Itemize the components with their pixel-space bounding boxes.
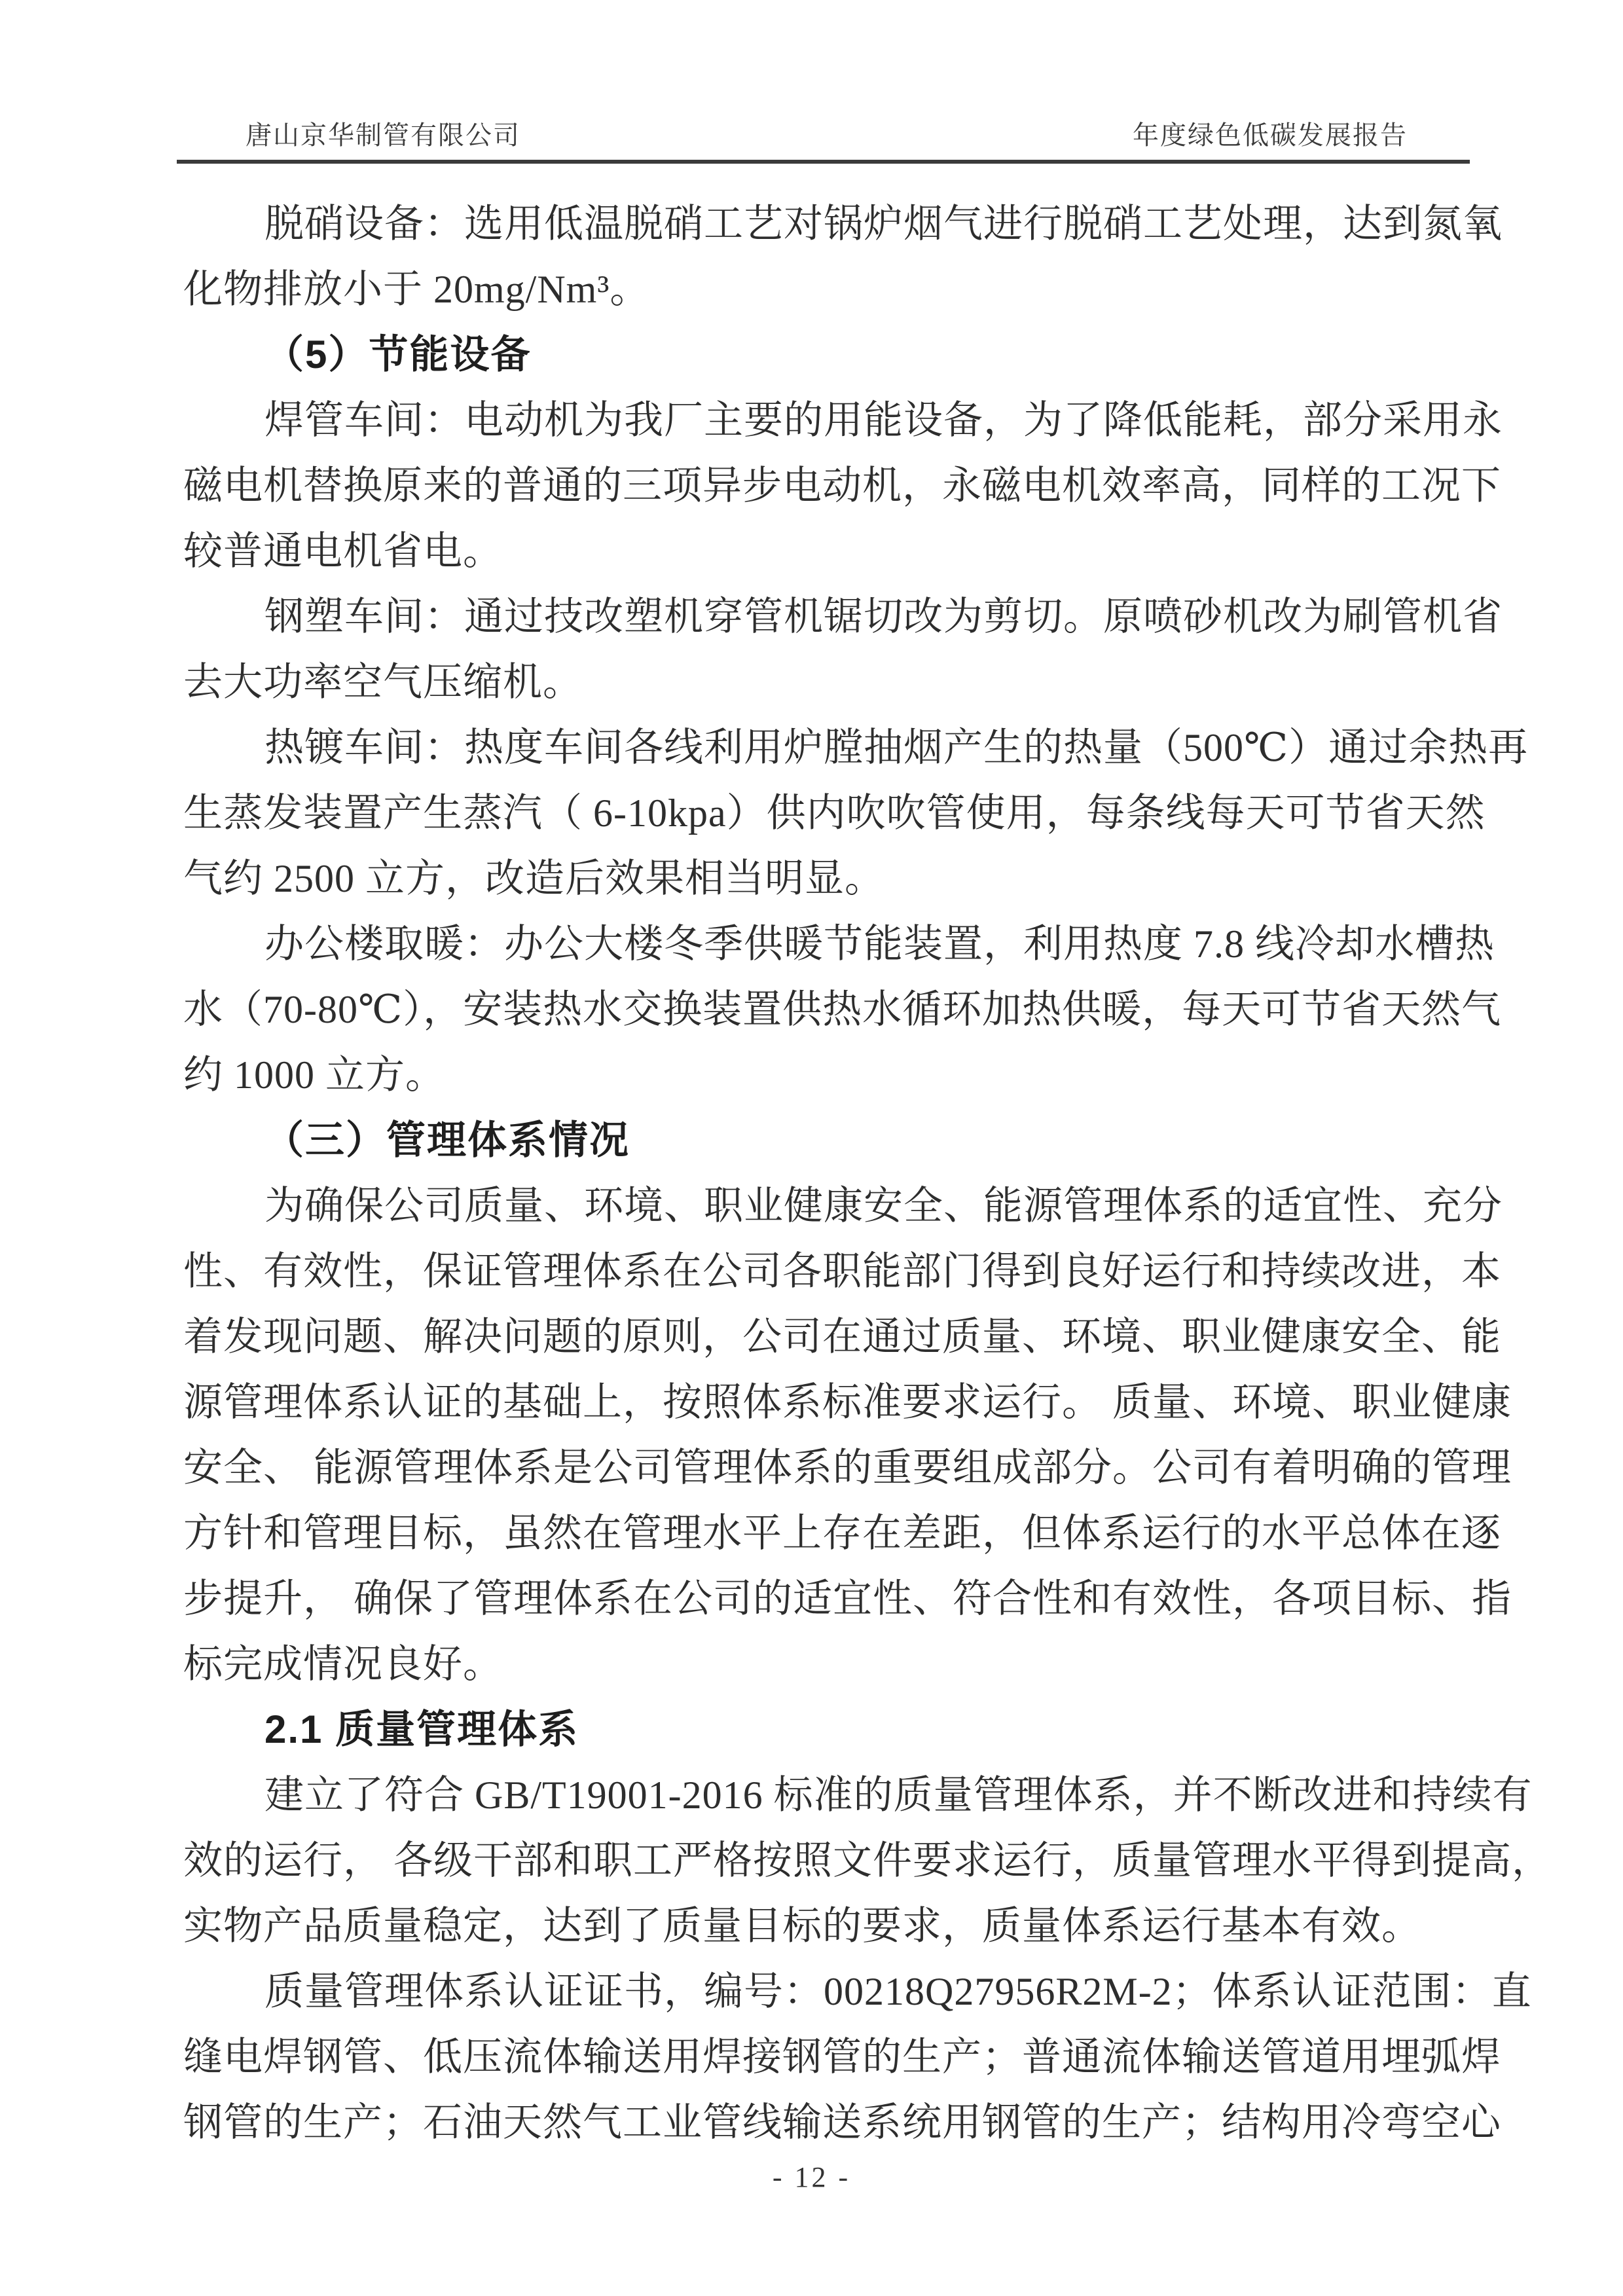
text-line: 建立了符合 GB/T19001-2016 标准的质量管理体系，并不断改进和持续有	[264, 1774, 1533, 1817]
text-line: 着发现问题、解决问题的原则，公司在通过质量、环境、职业健康安全、能	[183, 1315, 1501, 1358]
text-line: 焊管车间：电动机为我厂主要的用能设备，为了降低能耗，部分采用永	[264, 399, 1503, 442]
text-line: 热镀车间：热度车间各线利用炉膛抽烟产生的热量（500℃）通过余热再	[264, 726, 1529, 769]
text-line: 为确保公司质量、环境、职业健康安全、能源管理体系的适宜性、充分	[264, 1184, 1503, 1228]
section-heading: （三）管理体系情况	[264, 1118, 630, 1162]
section-heading: （5）节能设备	[264, 333, 532, 376]
text-line: 缝电焊钢管、低压流体输送用焊接钢管的生产；普通流体输送管道用埋弧焊	[183, 2035, 1501, 2079]
text-line: 质量管理体系认证证书，编号：00218Q27956R2M-2；体系认证范围：直	[264, 1970, 1532, 2013]
text-line: 脱硝设备：选用低温脱硝工艺对锅炉烟气进行脱硝工艺处理，达到氮氧	[264, 202, 1503, 246]
text-line: 方针和管理目标，虽然在管理水平上存在差距，但体系运行的水平总体在逐	[183, 1512, 1501, 1555]
text-line: 实物产品质量稳定，达到了质量目标的要求，质量体系运行基本有效。	[183, 1904, 1421, 1948]
text-line: 气约 2500 立方，改造后效果相当明显。	[183, 857, 884, 900]
text-line: 去大功率空气压缩机。	[183, 661, 583, 704]
text-line: 生蒸发装置产生蒸汽（ 6-10kpa）供内吹吹管使用，每条线每天可节省天然	[183, 792, 1486, 835]
text-line: 安全、 能源管理体系是公司管理体系的重要组成部分。公司有着明确的管理	[183, 1446, 1512, 1489]
text-line: 钢塑车间：通过技改塑机穿管机锯切改为剪切。原喷砂机改为刷管机省	[264, 595, 1503, 638]
text-line: 钢管的生产；石油天然气工业管线输送系统用钢管的生产；结构用冷弯空心	[183, 2101, 1501, 2144]
document-body	[183, 191, 1552, 2155]
header-report-title: 年度绿色低碳发展报告	[1133, 120, 1408, 150]
text-line: 步提升， 确保了管理体系在公司的适宜性、符合性和有效性，各项目标、指	[183, 1577, 1512, 1620]
text-line: 效的运行， 各级干部和职工严格按照文件要求运行，质量管理水平得到提高，	[183, 1839, 1552, 1882]
text-line: 办公楼取暖：办公大楼冬季供暖节能装置，利用热度 7.8 线冷却水槽热	[264, 922, 1495, 966]
text-line: 化物排放小于 20mg/Nm³。	[183, 268, 650, 311]
text-line: 性、有效性，保证管理体系在公司各职能部门得到良好运行和持续改进，本	[183, 1250, 1501, 1293]
text-line: 水（70-80℃），安装热水交换装置供热水循环加热供暖，每天可节省天然气	[183, 988, 1502, 1031]
text-line: 较普通电机省电。	[183, 530, 503, 573]
section-heading: 2.1 质量管理体系	[264, 1707, 579, 1751]
text-line: 约 1000 立方。	[183, 1053, 445, 1097]
header-rule	[177, 160, 1470, 164]
page-number: - 12 -	[772, 2161, 851, 2193]
text-line: 源管理体系认证的基础上，按照体系标准要求运行。 质量、环境、职业健康	[183, 1381, 1512, 1424]
text-line: 标完成情况良好。	[183, 1643, 503, 1686]
text-line: 磁电机替换原来的普通的三项异步电动机，永磁电机效率高，同样的工况下	[183, 464, 1501, 507]
page-header	[183, 117, 1470, 155]
header-company-name: 唐山京华制管有限公司	[246, 120, 520, 150]
